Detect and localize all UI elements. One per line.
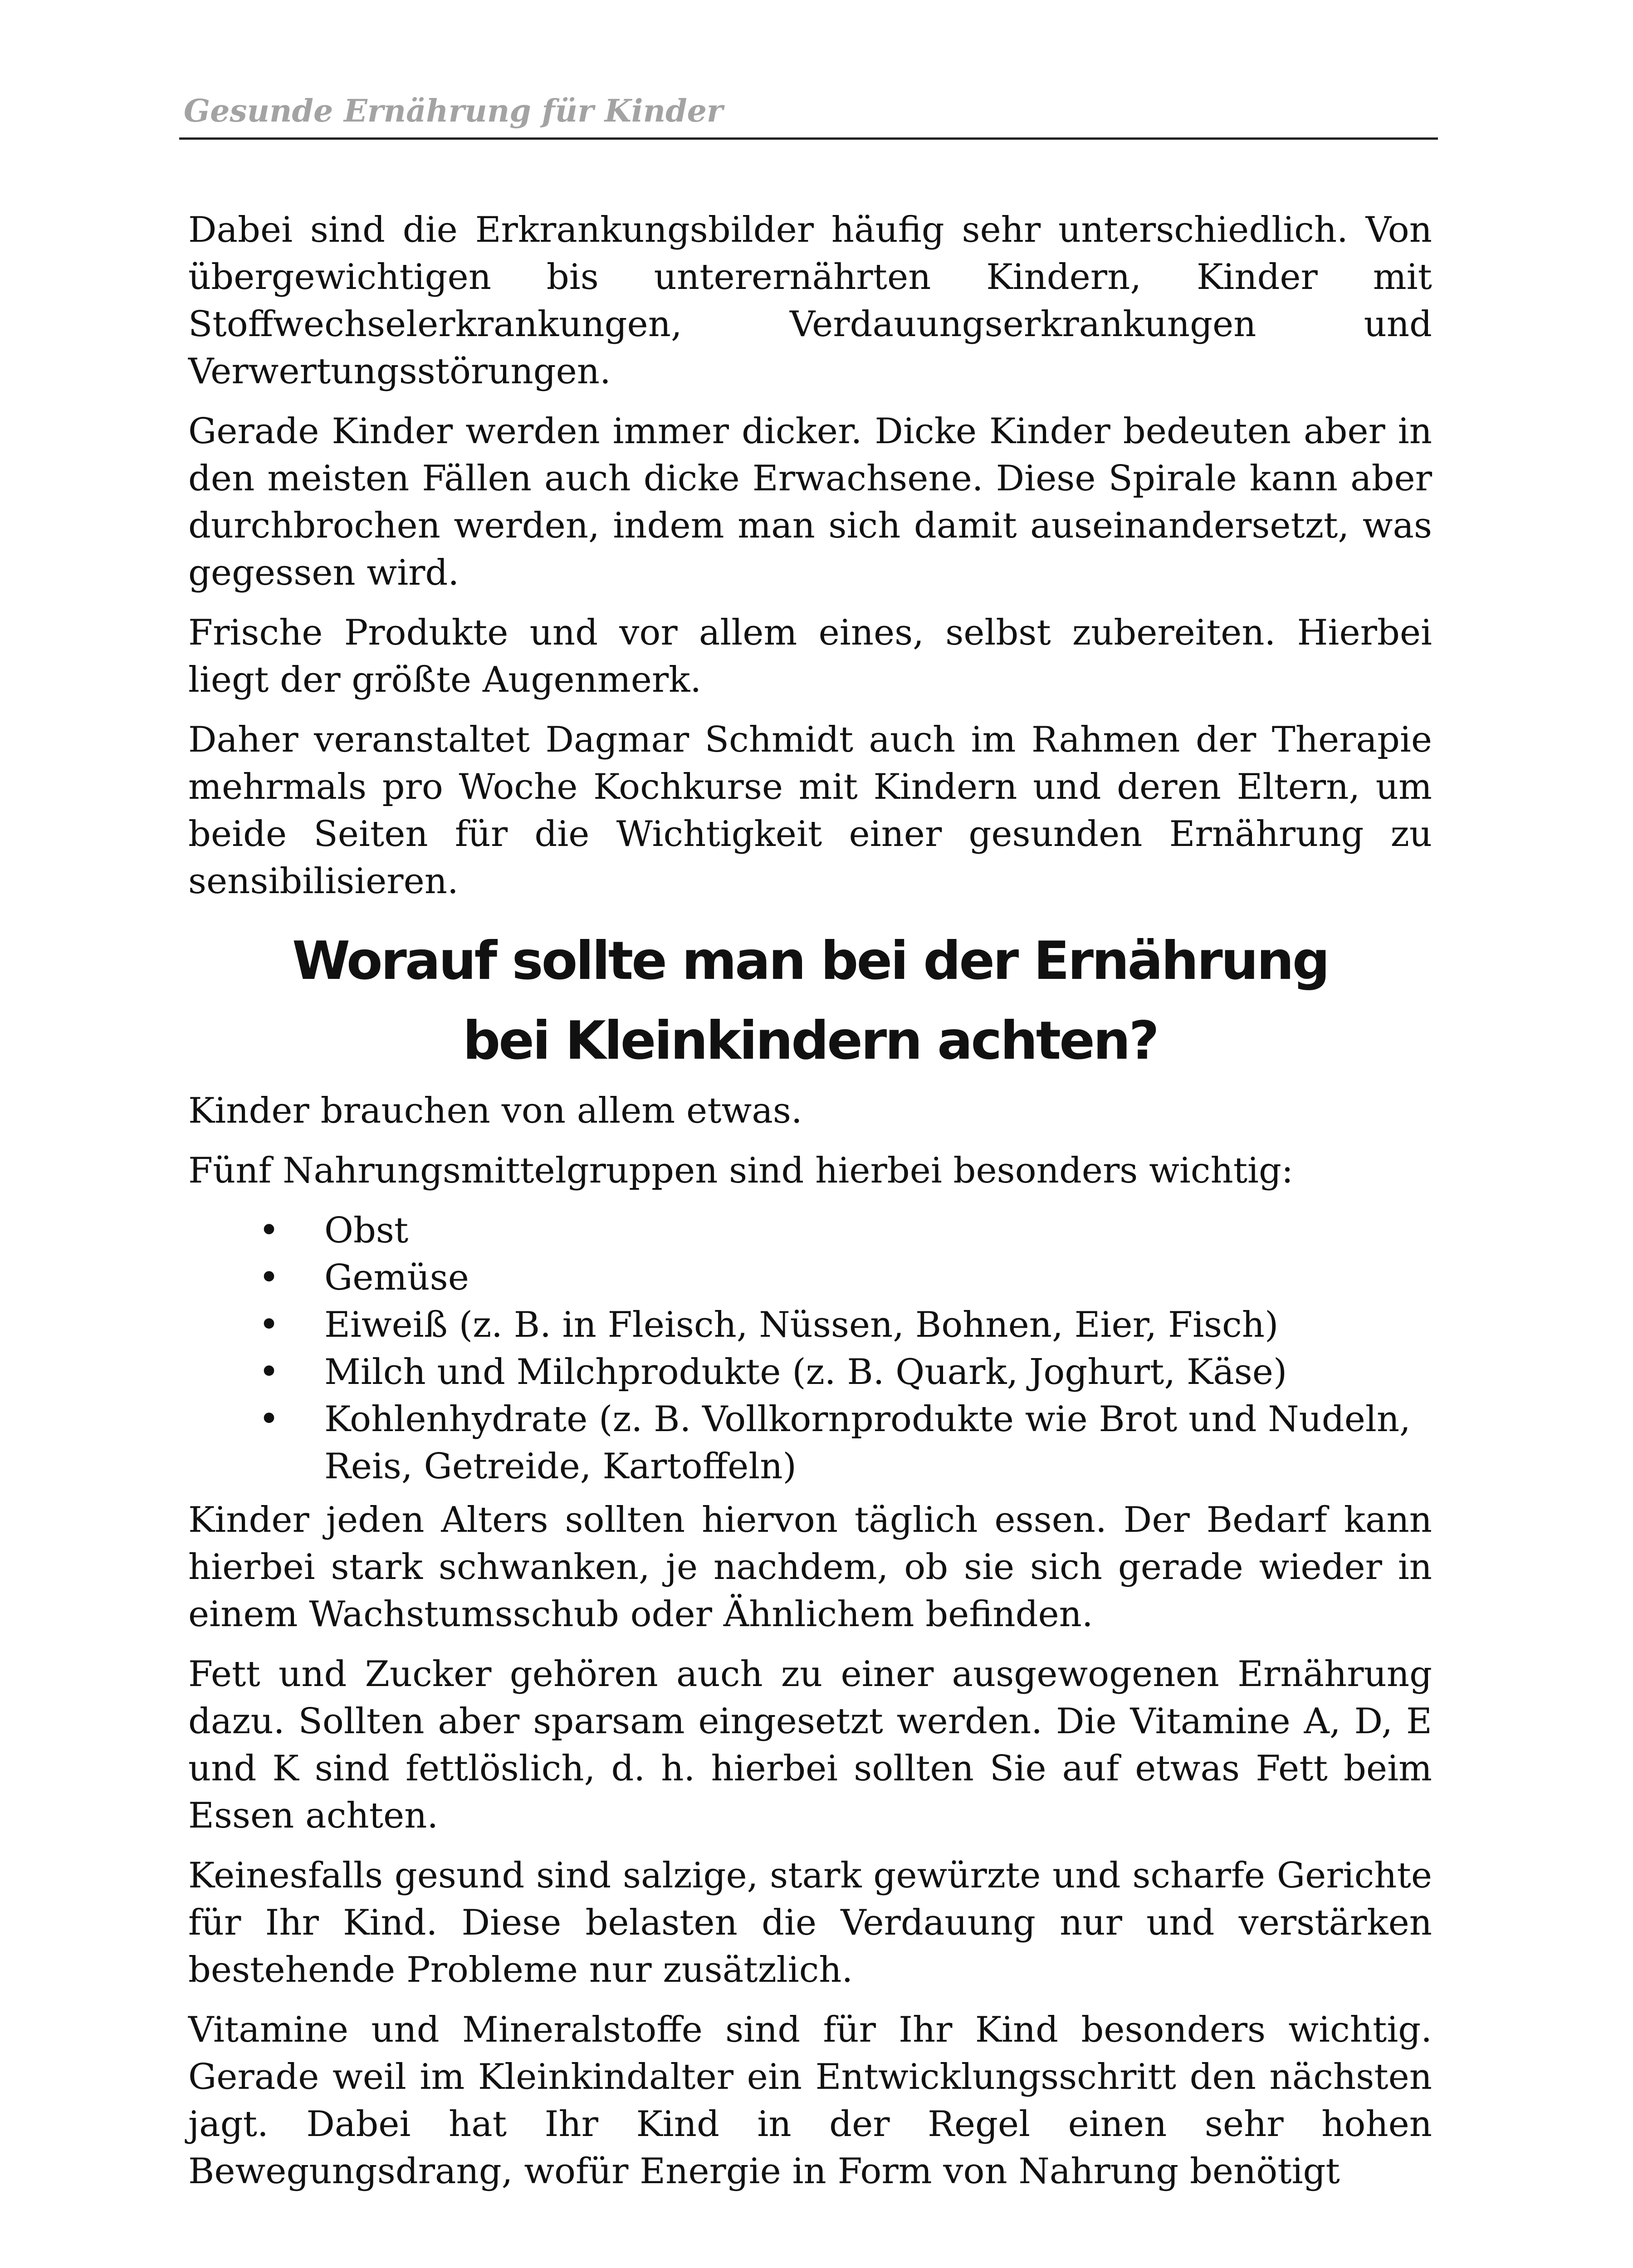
list-item-text: Gemüse <box>324 1257 469 1298</box>
section-heading-line-2: bei Kleinkindern achten? <box>463 1010 1158 1071</box>
list-item-text: Milch und Milchprodukte (z. B. Quark, Joghurt, Käse) <box>324 1352 1287 1393</box>
list-item <box>188 1301 1432 1349</box>
body-paragraph: Keinesfalls gesund sind salzige, stark gewürzte und scharfe Gerichte für Ihr Kind. Diese belasten die Verdauung nur und verstärken bestehende Probleme nur zusätzlich. <box>188 1855 1432 1990</box>
page-body <box>188 206 1432 2208</box>
body-paragraph: Dabei sind die Erkrankungsbilder häufig sehr unterschiedlich. Von übergewichtigen bis unterernährten Kindern, Kinder mit Stoffwechselerkrankungen, Verdauungserkrankungen und Verwertungsstörungen. <box>188 210 1432 392</box>
list-item <box>188 1349 1432 1396</box>
bullet-icon: • <box>259 1352 280 1393</box>
body-paragraph: Kinder brauchen von allem etwas. <box>188 1090 802 1131</box>
body-paragraph: Vitamine und Mineralstoffe sind für Ihr Kind besonders wichtig. Gerade weil im Kleinkindalter ein Entwicklungsschritt den nächsten jagt. Dabei hat Ihr Kind in der Regel einen sehr hohen Bewegungsdrang, wofür Energie in Form von Nahrung benötigt <box>188 2009 1432 2192</box>
body-paragraph: Daher veranstaltet Dagmar Schmidt auch im Rahmen der Therapie mehrmals pro Woche Kochkurse mit Kindern und deren Eltern, um beide Seiten für die Wichtigkeit einer gesunden Ernährung zu sensibilisieren. <box>188 719 1432 902</box>
body-paragraph: Fett und Zucker gehören auch zu einer ausgewogenen Ernährung dazu. Sollten aber sparsam eingesetzt werden. Die Vitamine A, D, E und K sind fettlöslich, d. h. hierbei sollten Sie auf etwas Fett beim Essen achten. <box>188 1654 1432 1836</box>
list-item-text: Eiweiß (z. B. in Fleisch, Nüssen, Bohnen, Eier, Fisch) <box>324 1305 1279 1345</box>
list-item <box>188 1254 1432 1301</box>
food-group-list <box>188 1207 1432 1490</box>
bullet-icon: • <box>259 1305 280 1345</box>
header-divider <box>179 137 1438 140</box>
bullet-icon: • <box>259 1257 280 1298</box>
bullet-icon: • <box>259 1210 280 1251</box>
body-paragraph: Frische Produkte und vor allem eines, selbst zubereiten. Hierbei liegt der größte Augenmerk. <box>188 612 1432 700</box>
list-item <box>188 1396 1432 1490</box>
section-heading <box>188 918 1432 1087</box>
body-paragraph: Gerade Kinder werden immer dicker. Dicke Kinder bedeuten aber in den meisten Fällen auch dicke Erwachsene. Diese Spirale kann aber durchbrochen werden, indem man sich damit auseinandersetzt, was gegessen wird. <box>188 411 1432 593</box>
list-item-text: Obst <box>324 1210 409 1251</box>
body-paragraph: Fünf Nahrungsmittelgruppen sind hierbei besonders wichtig: <box>188 1150 1294 1191</box>
bullet-icon: • <box>259 1399 280 1440</box>
body-paragraph: Kinder jeden Alters sollten hiervon täglich essen. Der Bedarf kann hierbei stark schwanken, je nachdem, ob sie sich gerade wieder in einem Wachstumsschub oder Ähnlichem befinden. <box>188 1500 1432 1635</box>
running-header: Gesunde Ernährung für Kinder <box>184 93 723 129</box>
section-heading-line-1: Worauf sollte man bei der Ernährung <box>292 930 1328 992</box>
list-item <box>188 1207 1432 1254</box>
list-item-text: Kohlenhydrate (z. B. Vollkornprodukte wie Brot und Nudeln, Reis, Getreide, Kartoffeln) <box>324 1399 1411 1487</box>
